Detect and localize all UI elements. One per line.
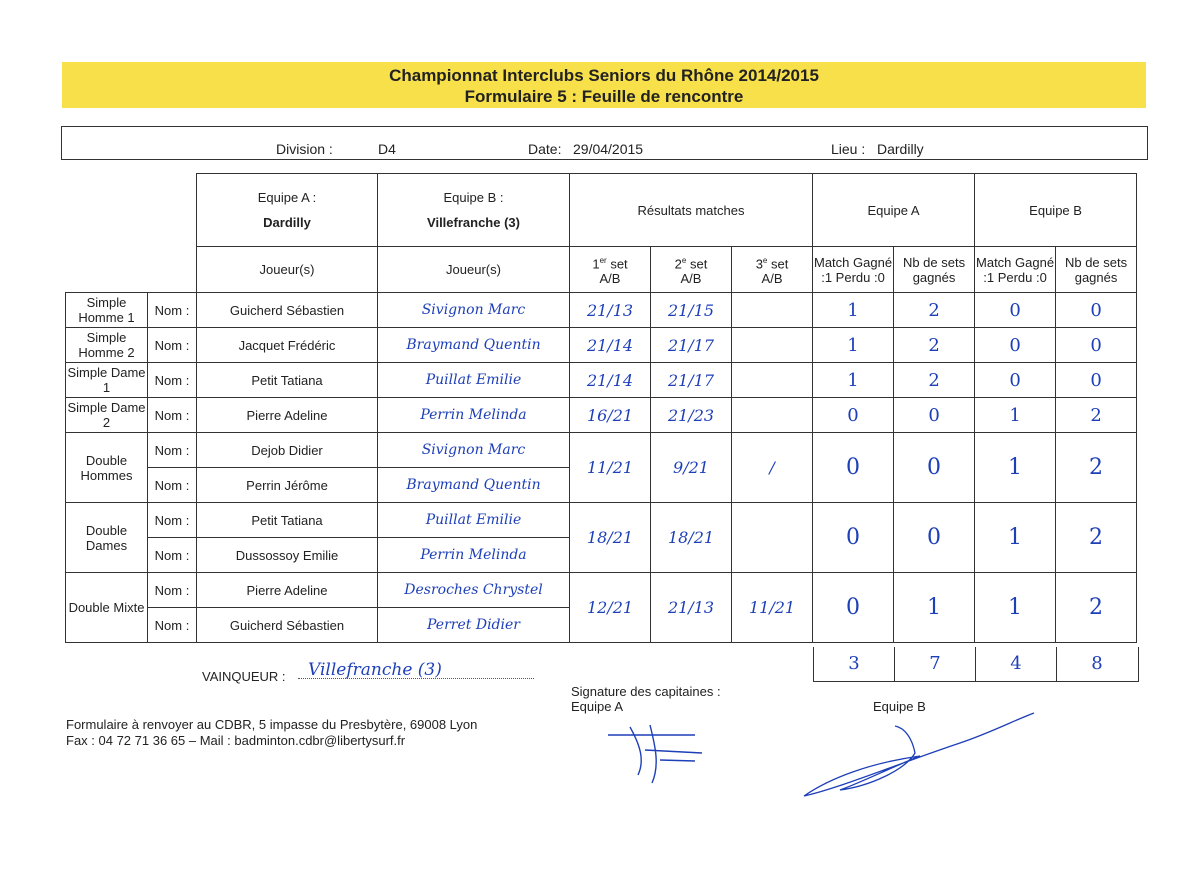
player-b: Perret Didier [378, 608, 570, 643]
singles-rows [66, 293, 1137, 433]
set2-score: 21/23 [651, 398, 732, 433]
set3-header: 3e set A/B [732, 247, 813, 293]
table-row [66, 328, 1137, 363]
player-b: Sivignon Marc [378, 293, 570, 328]
title-line-2: Formulaire 5 : Feuille de rencontre [464, 87, 744, 106]
a-match-result: 1 [813, 328, 894, 363]
match-category: Double Mixte [66, 573, 148, 643]
player-a: Dussossoy Emilie [197, 538, 378, 573]
footer-address: Formulaire à renvoyer au CDBR, 5 impasse du Presbytère, 69008 Lyon [66, 717, 478, 732]
player-b: Braymand Quentin [378, 468, 570, 503]
match-category: Simple Homme 2 [66, 328, 148, 363]
b-match-header: Match Gagné :1 Perdu :0 [975, 247, 1056, 293]
table-row [66, 398, 1137, 433]
player-a: Dejob Didier [197, 433, 378, 468]
set3-score [732, 363, 813, 398]
a-match-result: 0 [813, 433, 894, 503]
table-row [66, 363, 1137, 398]
player-b: Sivignon Marc [378, 433, 570, 468]
nom-label: Nom : [148, 503, 197, 538]
a-match-result: 0 [813, 398, 894, 433]
a-match-header: Match Gagné :1 Perdu :0 [813, 247, 894, 293]
b-sets-won: 2 [1056, 433, 1137, 503]
a-sets-won: 2 [894, 293, 975, 328]
player-a: Pierre Adeline [197, 573, 378, 608]
team-b-header: Equipe B : Villefranche (3) [378, 174, 570, 247]
lieu-label: Lieu : [831, 141, 866, 157]
b-sets-won: 2 [1056, 398, 1137, 433]
team-a-header: Equipe A : Dardilly [197, 174, 378, 247]
set1-score: 21/14 [570, 328, 651, 363]
a-sets-won: 2 [894, 363, 975, 398]
a-sets-header: Nb de sets gagnés [894, 247, 975, 293]
b-sets-won: 0 [1056, 293, 1137, 328]
set2-header: 2e set A/B [651, 247, 732, 293]
doubles-rows [66, 433, 1137, 643]
player-b: Perrin Melinda [378, 398, 570, 433]
player-a: Petit Tatiana [197, 503, 378, 538]
set1-score: 16/21 [570, 398, 651, 433]
player-b: Desroches Chrystel [378, 573, 570, 608]
a-sets-won: 2 [894, 328, 975, 363]
total-a-sets: 7 [894, 647, 975, 681]
set2-score: 21/13 [651, 573, 732, 643]
player-a: Guicherd Sébastien [197, 608, 378, 643]
total-b-match: 4 [975, 647, 1056, 681]
a-sets-won: 0 [894, 433, 975, 503]
b-match-result: 0 [975, 293, 1056, 328]
set1-score: 11/21 [570, 433, 651, 503]
set1-score: 21/13 [570, 293, 651, 328]
set2-score: 21/17 [651, 363, 732, 398]
signature-equipe-a: Equipe A [571, 699, 624, 714]
set3-score: 11/21 [732, 573, 813, 643]
match-sheet-table [65, 173, 1137, 643]
set1-score: 21/14 [570, 363, 651, 398]
b-sets-won: 2 [1056, 503, 1137, 573]
nom-label: Nom : [148, 468, 197, 503]
totals-row [813, 647, 1139, 682]
set1-score: 18/21 [570, 503, 651, 573]
footer-contact: Fax : 04 72 71 36 65 – Mail : badminton.cdbr@libertysurf.fr [66, 733, 406, 748]
equipe-a-header: Equipe A [813, 174, 975, 247]
match-category: Double Dames [66, 503, 148, 573]
a-sets-won: 0 [894, 503, 975, 573]
lieu-value: Dardilly [877, 141, 924, 157]
set3-score: / [732, 433, 813, 503]
player-a: Pierre Adeline [197, 398, 378, 433]
player-b: Braymand Quentin [378, 328, 570, 363]
team-a-name: Dardilly [263, 215, 311, 230]
team-b-name: Villefranche (3) [427, 215, 520, 230]
signature-label: Signature des capitaines : [571, 684, 721, 699]
table-row [66, 503, 1137, 538]
nom-label: Nom : [148, 608, 197, 643]
nom-label: Nom : [148, 433, 197, 468]
b-match-result: 0 [975, 363, 1056, 398]
signature-a-graphic [600, 715, 710, 785]
signature-equipe-b: Equipe B [873, 699, 926, 714]
b-sets-header: Nb de sets gagnés [1056, 247, 1137, 293]
table-row [66, 293, 1137, 328]
b-match-result: 1 [975, 503, 1056, 573]
player-b: Puillat Emilie [378, 363, 570, 398]
title-banner [62, 62, 1146, 108]
a-match-result: 1 [813, 363, 894, 398]
nom-label: Nom : [148, 398, 197, 433]
player-a: Guicherd Sébastien [197, 293, 378, 328]
match-category: Double Hommes [66, 433, 148, 503]
a-match-result: 0 [813, 573, 894, 643]
b-match-result: 1 [975, 398, 1056, 433]
set2-score: 18/21 [651, 503, 732, 573]
set2-score: 21/15 [651, 293, 732, 328]
title-line-1: Championnat Interclubs Seniors du Rhône 2014/2015 [389, 66, 819, 85]
b-sets-won: 2 [1056, 573, 1137, 643]
player-b: Perrin Melinda [378, 538, 570, 573]
results-header: Résultats matches [570, 174, 813, 247]
b-sets-won: 0 [1056, 363, 1137, 398]
set1-header: 1er set A/B [570, 247, 651, 293]
set3-score [732, 328, 813, 363]
player-a: Jacquet Frédéric [197, 328, 378, 363]
b-sets-won: 0 [1056, 328, 1137, 363]
signature-b-graphic [800, 708, 1040, 803]
nom-label: Nom : [148, 328, 197, 363]
match-category: Simple Dame 2 [66, 398, 148, 433]
set2-score: 9/21 [651, 433, 732, 503]
a-match-result: 1 [813, 293, 894, 328]
a-sets-won: 0 [894, 398, 975, 433]
set3-score [732, 293, 813, 328]
date-label: Date: [528, 141, 562, 157]
date-value: 29/04/2015 [573, 141, 644, 157]
set1-score: 12/21 [570, 573, 651, 643]
match-category: Simple Dame 1 [66, 363, 148, 398]
match-category: Simple Homme 1 [66, 293, 148, 328]
nom-label: Nom : [148, 538, 197, 573]
table-row [66, 573, 1137, 608]
nom-label: Nom : [148, 573, 197, 608]
winner-value: Villefranche (3) [308, 660, 442, 680]
total-b-sets: 8 [1056, 647, 1137, 681]
nom-label: Nom : [148, 363, 197, 398]
b-match-result: 1 [975, 573, 1056, 643]
players-b-header: Joueur(s) [378, 247, 570, 293]
player-a: Petit Tatiana [197, 363, 378, 398]
equipe-b-header: Equipe B [975, 174, 1137, 247]
a-match-result: 0 [813, 503, 894, 573]
winner-label: VAINQUEUR : [202, 669, 286, 684]
b-match-result: 0 [975, 328, 1056, 363]
total-a-match: 3 [848, 653, 860, 674]
set2-score: 21/17 [651, 328, 732, 363]
b-match-result: 1 [975, 433, 1056, 503]
table-row [66, 433, 1137, 468]
nom-label: Nom : [148, 293, 197, 328]
players-a-header: Joueur(s) [197, 247, 378, 293]
division-label: Division : [276, 141, 333, 157]
division-value: D4 [378, 141, 396, 157]
player-b: Puillat Emilie [378, 503, 570, 538]
a-sets-won: 1 [894, 573, 975, 643]
set3-score [732, 503, 813, 573]
set3-score [732, 398, 813, 433]
player-a: Perrin Jérôme [197, 468, 378, 503]
